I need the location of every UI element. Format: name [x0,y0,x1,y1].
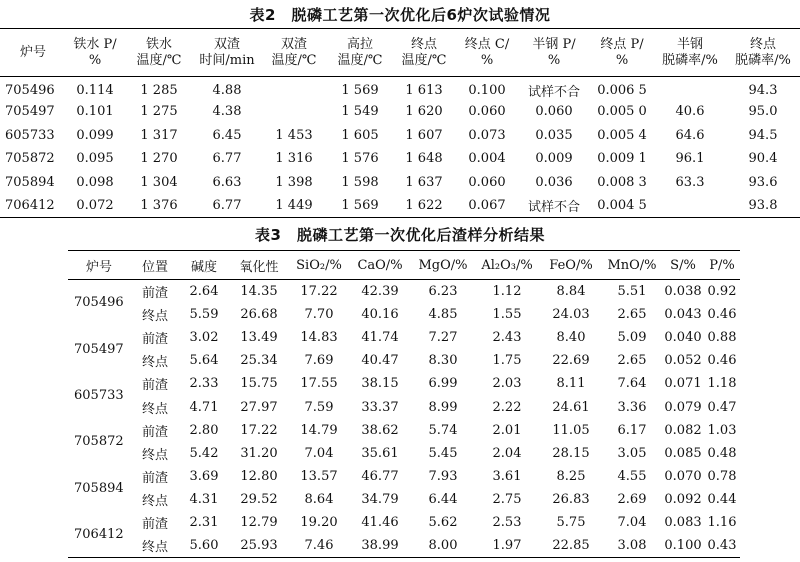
table3-cell: 0.071 [664,376,702,392]
table3-cell: 2.04 [492,445,522,461]
table3-cell: 前渣 [141,331,168,347]
table3-cell: 2.75 [492,492,522,508]
table3-cell: 2.33 [189,376,219,392]
table3-cell: 0.92 [707,283,737,299]
table2-cell: 1 622 [405,198,443,213]
table2-cell: 94.3 [748,83,778,98]
table3-cell: 终点 [141,540,168,556]
table2-column-header-line: % [615,52,629,68]
table3-cell: 13.57 [300,469,338,485]
table2-cell: 0.005 4 [597,127,647,143]
table3-column-header: 氧化性 [228,251,290,280]
table2-cell: 1 270 [140,151,178,167]
table2-row [0,171,800,195]
table2-title: 表2 脱磷工艺第一次优化后6炉次试验情况 [249,6,551,24]
table3-cell: 12.79 [240,515,278,531]
table3-column-header: 位置 [130,251,180,280]
table2-cell: 6.77 [212,198,242,213]
table3-cell: 3.61 [492,469,522,485]
table2-column-header [260,29,328,77]
table2-cell: 6.77 [212,151,242,167]
table3-row [68,349,740,372]
table3-cell: 6.23 [428,283,458,299]
table3-cell: 5.60 [189,538,219,554]
table3-cell: 12.80 [240,469,278,485]
table2-cell: 0.005 0 [597,104,647,120]
table2-cell: 6.45 [212,127,242,143]
table3-cell: 0.040 [664,329,702,345]
table2-column-header-line: 温度/℃ [337,52,383,68]
table3-cell: 1.12 [492,283,522,299]
table3-cell: 5.45 [428,445,458,461]
table2-column-header-line: % [88,52,102,68]
table3-cell: 15.75 [240,376,278,392]
table3-column-header: 碱度 [180,251,228,280]
table3-cell: 1.03 [707,422,737,438]
table3-slag-analysis [68,250,740,558]
table2-column-header-line: 铁水 P/ [73,36,117,52]
table2-cell: 1 569 [341,83,379,98]
table3-cell: 5.75 [556,515,586,531]
table2-column-header-line: 铁水 [145,36,172,52]
table3-cell: 38.15 [361,376,399,392]
table3-cell: 1.75 [492,353,522,369]
table2-cell: 1 605 [341,127,379,143]
table2-cell: 705497 [5,104,55,120]
table3-cell: 0.44 [707,492,737,508]
table2-cell: 1 453 [275,127,313,143]
table3-cell: 8.99 [428,399,458,415]
table2-column-header-line: % [547,52,561,68]
table3-cell: 7.59 [304,399,334,415]
table3-cell: 14.79 [300,422,338,438]
table3-cell: 8.40 [556,329,586,345]
table2-column-header [124,29,194,77]
table3-column-header: P/% [704,251,740,280]
table3-cell: 8.84 [556,283,586,299]
table2-cell: 0.072 [76,198,114,213]
table3-cell: 27.97 [240,399,278,415]
table2-row [0,77,800,101]
table2-cell: 0.060 [468,104,506,120]
table3-cell: 7.04 [304,445,334,461]
table3-cell: 终点 [141,401,168,417]
table2-column-header [654,29,726,77]
table3-cell: 0.038 [664,283,702,299]
table2-cell: 40.6 [675,104,705,120]
table3-row [68,488,740,511]
table2-cell: 1 316 [275,151,313,167]
table3-cell: 0.88 [707,329,737,345]
table3-furnace-id: 705894 [74,480,124,496]
table3-cell: 1.97 [492,538,522,554]
table3-cell: 7.69 [304,353,334,369]
table3-cell: 前渣 [141,471,168,487]
table2-column-header-line: 温度/℃ [401,52,447,68]
table3-cell: 8.00 [428,538,458,554]
table3-cell: 41.46 [361,515,399,531]
table3-cell: 5.09 [617,329,647,345]
table2-cell: 1 285 [140,83,178,98]
table3-cell: 25.93 [240,538,278,554]
table3-cell: 2.65 [617,353,647,369]
table2-column-header-line: 终点 [410,36,437,52]
table2-cell: 705496 [5,83,55,98]
table3-row [68,535,740,558]
table2-cell: 0.073 [468,127,506,143]
table2-cell: 94.5 [748,127,778,143]
table2-cell: 1 569 [341,198,379,213]
table2-cell: 0.035 [535,127,573,143]
table2-cell: 605733 [5,127,55,143]
table3-cell: 24.03 [552,306,590,322]
table3-cell: 3.69 [189,469,219,485]
table2-cell: 1 275 [140,104,178,120]
table2-cell: 90.4 [748,151,778,167]
table3-cell: 1.55 [492,306,522,322]
table2-trial-results [0,28,800,218]
table3-column-header: MgO/% [412,251,474,280]
table2-cell: 705894 [5,174,55,190]
table3-cell: 46.77 [361,469,399,485]
table3-row [68,511,740,534]
table3-cell: 1.18 [707,376,737,392]
table2-column-header [328,29,392,77]
table3-furnace-id: 705497 [74,341,124,357]
table3-cell: 4.85 [428,306,458,322]
table3-cell: 17.22 [300,283,338,299]
table3-furnace-id: 605733 [74,387,124,403]
table3-cell: 0.043 [664,306,702,322]
table3-cell: 2.53 [492,515,522,531]
table2-cell: 0.114 [76,83,114,98]
table3-cell: 5.59 [189,306,219,322]
table2-column-header [392,29,456,77]
table2-cell: 0.095 [76,151,114,167]
table3-cell: 22.85 [552,538,590,554]
table2-cell: 705872 [5,151,55,167]
table3-cell: 0.43 [707,538,737,554]
table2-cell: 1 637 [405,174,443,190]
table2-cell: 1 304 [140,174,178,190]
table2-row [0,147,800,171]
table3-column-header: Al₂O₃/% [474,251,540,280]
table2-column-header [456,29,518,77]
table2-column-header [66,29,124,77]
table2-column-header-line: 炉号 [19,44,46,60]
table3-cell: 0.079 [664,399,702,415]
table3-column-header: SiO₂/% [290,251,348,280]
table2-cell: 6.63 [212,174,242,190]
table3-cell: 0.092 [664,492,702,508]
table3-column-header: FeO/% [540,251,602,280]
table3-cell: 22.69 [552,353,590,369]
table2-column-header-line: 终点 P/ [600,36,644,52]
table2-column-header-line: 温度/℃ [271,52,317,68]
table3-cell: 40.16 [361,306,399,322]
table3-cell: 26.68 [240,306,278,322]
table3-column-header: S/% [662,251,704,280]
table2-cell: 1 620 [405,104,443,120]
table3-cell: 5.42 [189,445,219,461]
table3-cell: 前渣 [141,285,168,301]
table2-cell: 0.008 3 [597,174,647,190]
table3-cell: 17.55 [300,376,338,392]
table2-cell: 1 576 [341,151,379,167]
table2-cell: 1 648 [405,151,443,167]
table3-furnace-id: 705496 [74,295,124,311]
table3-cell: 前渣 [141,378,168,394]
table3-column-header: CaO/% [348,251,412,280]
table3-row [68,419,740,442]
table2-cell: 0.098 [76,174,114,190]
table3-cell: 7.27 [428,329,458,345]
table3-row [68,372,740,395]
table2-cell [654,77,726,101]
table2-column-header [194,29,260,77]
table2-cell: 0.009 [535,151,573,167]
table3-cell: 1.16 [707,515,737,531]
table2-cell: 0.099 [76,127,114,143]
table2-column-header-line: 终点 C/ [464,36,510,52]
table2-cell [260,100,328,124]
table3-cell: 0.47 [707,399,737,415]
table3-row [68,395,740,418]
table2-column-header-line: 双渣 [280,36,307,52]
table3-cell: 25.34 [240,353,278,369]
table2-cell: 1 317 [140,127,178,143]
table3-cell: 3.05 [617,445,647,461]
table2-cell: 0.009 1 [597,151,647,167]
table3-cell: 5.64 [189,353,219,369]
table3-cell: 0.100 [664,538,702,554]
table3-cell: 2.01 [492,422,522,438]
table2-cell: 96.1 [675,151,705,167]
table2-cell [260,77,328,101]
table3-cell: 6.99 [428,376,458,392]
table3-cell: 0.070 [664,469,702,485]
table3-cell: 24.61 [552,399,590,415]
table2-cell: 0.060 [468,174,506,190]
table3-row [68,280,740,303]
table3-cell: 14.35 [240,283,278,299]
table3-cell: 2.31 [189,515,219,531]
table3-cell: 2.65 [617,306,647,322]
table2-cell: 706412 [5,198,55,213]
table3-cell: 11.05 [552,422,590,438]
table2-cell: 93.6 [748,174,778,190]
table2-cell: 93.8 [748,198,778,213]
table2-cell: 0.004 5 [597,198,647,213]
table3-cell: 2.64 [189,283,219,299]
table2-cell: 0.036 [535,174,573,190]
table2-column-header-line: 脱磷率/% [662,52,718,68]
table3-cell: 3.36 [617,399,647,415]
table2-column-header-line: 双渣 [213,36,240,52]
table3-cell: 8.25 [556,469,586,485]
table3-cell: 7.64 [617,376,647,392]
table3-cell: 6.44 [428,492,458,508]
table3-cell: 17.22 [240,422,278,438]
table3-cell: 3.02 [189,329,219,345]
table3-cell: 2.03 [492,376,522,392]
table2-cell: 1 449 [275,198,313,213]
table2-cell: 0.100 [468,83,506,98]
table2-cell: 0.101 [76,104,114,120]
table3-cell: 34.79 [361,492,399,508]
table3-cell: 42.39 [361,283,399,299]
table3-column-header: 炉号 [68,251,130,280]
table3-cell: 终点 [141,447,168,463]
table2-row [0,124,800,148]
table2-cell [654,194,726,218]
table3-cell: 3.08 [617,538,647,554]
table2-cell: 1 376 [140,198,178,213]
table3-title: 表3 脱磷工艺第一次优化后渣样分析结果 [255,226,545,244]
table2-cell: 0.006 5 [597,83,647,98]
table3-cell: 13.49 [240,329,278,345]
table3-cell: 0.085 [664,445,702,461]
table3-cell: 6.17 [617,422,647,438]
table3-cell: 31.20 [240,445,278,461]
table3-cell: 38.99 [361,538,399,554]
table3-row [68,326,740,349]
table3-cell: 终点 [141,355,168,371]
table2-cell: 4.38 [212,104,242,120]
table2-cell: 64.6 [675,127,705,143]
table3-header-row [68,251,740,280]
table2-column-header-line: 终点 [749,36,776,52]
table3-cell: 14.83 [300,329,338,345]
table3-cell: 0.46 [707,306,737,322]
table3-cell: 2.43 [492,329,522,345]
table3-cell: 8.64 [304,492,334,508]
table3-cell: 35.61 [361,445,399,461]
table3-cell: 8.11 [556,376,586,392]
table3-cell: 7.70 [304,306,334,322]
table2-column-header-line: 半钢 [676,36,703,52]
table2-cell: 1 549 [341,104,379,120]
table3-cell: 2.80 [189,422,219,438]
table3-cell: 前渣 [141,517,168,533]
table2-column-header [0,29,66,77]
table3-cell: 5.51 [617,283,647,299]
table2-column-header-line: 半钢 P/ [532,36,576,52]
table2-cell: 试样不合 [527,200,580,215]
table3-cell: 前渣 [141,424,168,440]
table2-cell: 试样不合 [527,85,580,100]
table3-cell: 0.78 [707,469,737,485]
table2-cell: 1 398 [275,174,313,190]
table3-cell: 7.93 [428,469,458,485]
table2-cell: 4.88 [212,83,242,98]
table3-row [68,465,740,488]
table2-column-header-line: 温度/℃ [136,52,182,68]
table3-cell: 0.082 [664,422,702,438]
table2-column-header [518,29,590,77]
table2-column-header-line: 高拉 [346,36,373,52]
table2-column-header [726,29,800,77]
table3-cell: 2.69 [617,492,647,508]
table2-column-header-line: 时间/min [199,52,255,68]
table3-cell: 38.62 [361,422,399,438]
table3-furnace-id: 706412 [74,526,124,542]
table3-cell: 4.55 [617,469,647,485]
table3-cell: 2.22 [492,399,522,415]
table3-cell: 0.052 [664,353,702,369]
table2-row [0,100,800,124]
table3-cell: 28.15 [552,445,590,461]
table3-cell: 8.30 [428,353,458,369]
table2-cell: 1 607 [405,127,443,143]
table2-cell: 1 613 [405,83,443,98]
table2-cell: 0.060 [535,104,573,120]
table2-cell: 0.004 [468,151,506,167]
table3-cell: 0.46 [707,353,737,369]
table3-cell: 终点 [141,308,168,324]
table3-cell: 33.37 [361,399,399,415]
table3-cell: 0.48 [707,445,737,461]
table3-cell: 40.47 [361,353,399,369]
table2-cell: 0.067 [468,198,506,213]
table3-cell: 5.62 [428,515,458,531]
table3-column-header: MnO/% [602,251,662,280]
table3-cell: 7.46 [304,538,334,554]
table3-cell: 29.52 [240,492,278,508]
table2-cell: 95.0 [748,104,778,120]
table3-row [68,442,740,465]
table2-column-header-line: 脱磷率/% [735,52,791,68]
table2-cell: 63.3 [675,174,705,190]
table3-furnace-id: 705872 [74,434,124,450]
table3-cell: 7.04 [617,515,647,531]
table3-cell: 19.20 [300,515,338,531]
table3-cell: 终点 [141,494,168,510]
table2-row [0,194,800,218]
table3-cell: 4.71 [189,399,219,415]
table2-cell: 1 598 [341,174,379,190]
table3-cell: 26.83 [552,492,590,508]
table2-column-header-line: % [480,52,494,68]
table2-header-row [0,29,800,77]
table3-cell: 0.083 [664,515,702,531]
table3-cell: 5.74 [428,422,458,438]
table3-row [68,303,740,326]
table3-cell: 41.74 [361,329,399,345]
table3-cell: 4.31 [189,492,219,508]
table2-column-header [590,29,654,77]
